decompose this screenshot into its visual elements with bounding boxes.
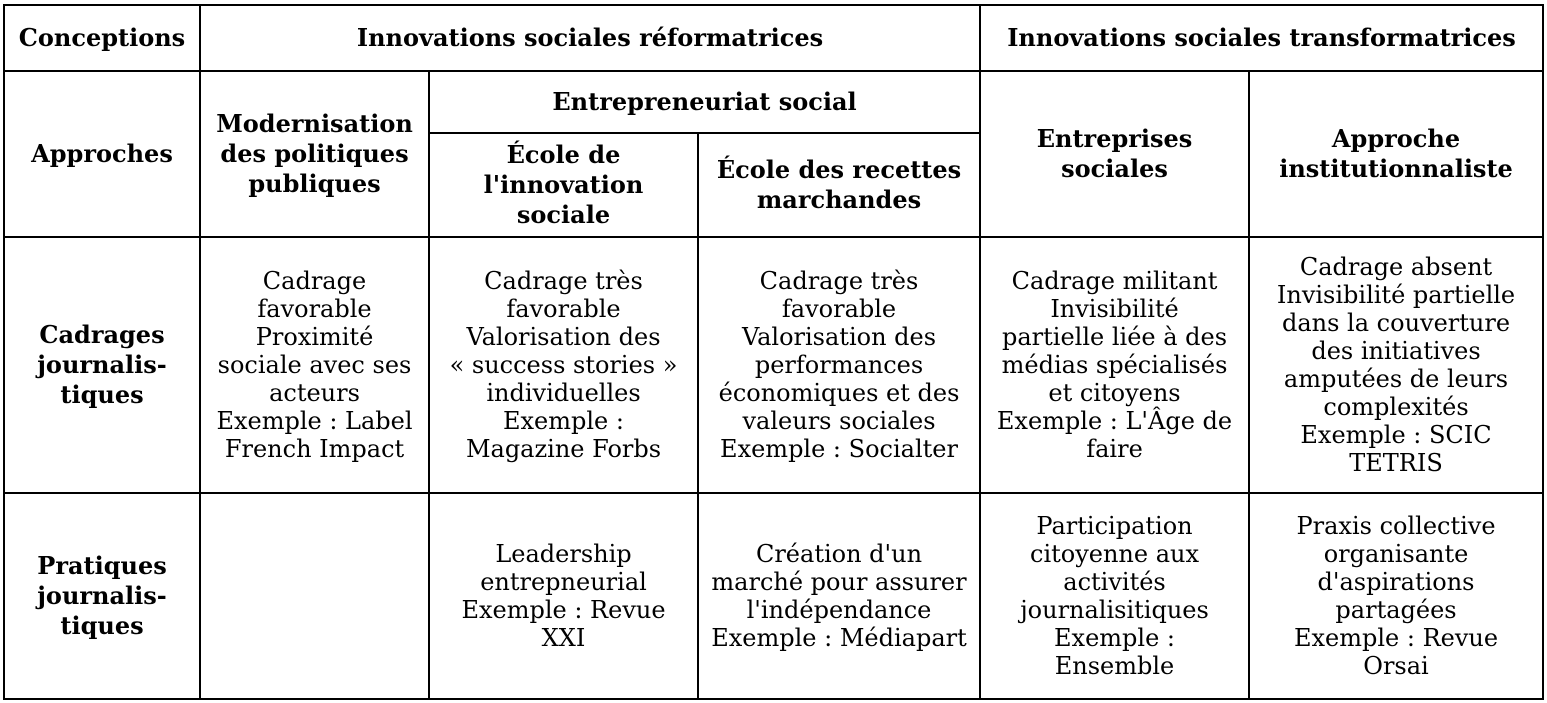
- cell-line: citoyenne aux: [1030, 540, 1200, 568]
- cell-line: partagées: [1335, 596, 1457, 624]
- cell-line: favorable: [506, 295, 621, 323]
- cell-cadrages-entreprises-sociales: [980, 237, 1249, 493]
- cell-line: Leadership: [495, 540, 632, 568]
- cell-line: d'aspirations: [1317, 568, 1475, 596]
- entrepreneuriat-social-label: Entrepreneuriat social: [552, 87, 857, 116]
- cell-line: Invisibilité partielle: [1276, 281, 1516, 309]
- cell-line: publiques: [248, 169, 381, 198]
- cell-line: Cadrages: [39, 320, 165, 349]
- cell-line: Exemple : Revue: [461, 596, 666, 624]
- cell-line: Approche: [1331, 124, 1461, 153]
- cell-pratiques-institutionnaliste: [1249, 493, 1543, 699]
- cell-line: sociale: [516, 200, 611, 229]
- row-label-cadrages: [4, 237, 200, 493]
- cell-line: sociales: [1061, 154, 1168, 183]
- conceptions-header: [4, 5, 200, 71]
- cell-line: Exemple : Label: [216, 407, 413, 435]
- cell-line: amputées de leurs: [1283, 365, 1509, 393]
- cell-line: Invisibilité: [1050, 295, 1179, 323]
- approches-header: [4, 71, 200, 237]
- cell-cadrages-institutionnaliste: [1249, 237, 1543, 493]
- cell-line: Praxis collective: [1296, 512, 1496, 540]
- cell-line: partielle liée à des: [1001, 323, 1228, 351]
- cell-line: l'innovation: [483, 170, 644, 199]
- cell-line: Pratiques: [37, 551, 167, 580]
- cell-line: Exemple : L'Âge de: [996, 407, 1233, 435]
- cell-line: acteurs: [269, 379, 360, 407]
- modernisation-header: [200, 71, 429, 237]
- cell-pratiques-entreprises-sociales: [980, 493, 1249, 699]
- cell-line: complexités: [1323, 393, 1469, 421]
- cell-line: Modernisation: [216, 109, 413, 138]
- cell-line: tiques: [60, 611, 144, 640]
- cell-line: TETRIS: [1349, 449, 1443, 477]
- ecole-recettes-header: [698, 133, 980, 237]
- cell-line: XXI: [541, 624, 586, 652]
- cell-line: journalisitiques: [1020, 596, 1209, 624]
- cell-line: Valorisation des: [741, 323, 937, 351]
- cell-line: Exemple : SCIC: [1300, 421, 1492, 449]
- cell-line: Cadrage militant: [1011, 267, 1218, 295]
- cell-line: Exemple :: [503, 407, 624, 435]
- cell-line: Cadrage: [262, 267, 367, 295]
- cell-line: Proximité: [255, 323, 374, 351]
- cell-line: journalis-: [37, 581, 167, 610]
- cell-line: favorable: [257, 295, 372, 323]
- cell-line: l'indépendance: [746, 596, 932, 624]
- cell-line: Exemple : Socialter: [720, 435, 958, 463]
- cell-line: économiques et des: [718, 379, 960, 407]
- cell-line: entrepneurial: [480, 568, 647, 596]
- cell-line: sociale avec ses: [217, 351, 412, 379]
- cell-line: Orsai: [1363, 652, 1429, 680]
- ecole-innovation-header: [429, 133, 698, 237]
- reformatrices-header: [200, 5, 980, 71]
- cell-line: French Impact: [224, 435, 405, 463]
- conceptions-label: Conceptions: [18, 23, 186, 52]
- cell-line: faire: [1086, 435, 1143, 463]
- cell-line: Cadrage absent: [1299, 253, 1493, 281]
- entreprises-sociales-header: [980, 71, 1249, 237]
- cell-line: activités: [1063, 568, 1166, 596]
- cell-cadrages-ecole-innovation: [429, 237, 698, 493]
- cell-line: des politiques: [220, 139, 409, 168]
- institutionnaliste-header: [1249, 71, 1543, 237]
- cell-line: « success stories »: [449, 351, 678, 379]
- cell-line: École des recettes: [716, 155, 962, 184]
- cell-cadrages-modernisation: [200, 237, 429, 493]
- cell-line: journalis-: [37, 350, 167, 379]
- row-label-pratiques: [4, 493, 200, 699]
- cell-line: médias spécialisés: [1001, 351, 1228, 379]
- reformatrices-label: Innovations sociales réformatrices: [356, 23, 824, 52]
- cell-line: organisante: [1323, 540, 1469, 568]
- cell-line: Exemple :: [1054, 624, 1175, 652]
- cell-line: Cadrage très: [759, 267, 919, 295]
- cell-line: individuelles: [486, 379, 641, 407]
- entrepreneuriat-social-header: [429, 71, 980, 133]
- cell-line: Participation: [1036, 512, 1193, 540]
- cell-line: favorable: [781, 295, 897, 323]
- comparison-table: [3, 4, 1544, 700]
- cell-line: Exemple : Revue: [1293, 624, 1499, 652]
- cell-line: Création d'un: [755, 540, 923, 568]
- cell-pratiques-ecole-innovation: [429, 493, 698, 699]
- cell-line: marchandes: [756, 185, 922, 214]
- cell-line: Ensemble: [1054, 652, 1175, 680]
- cell-line: Valorisation des: [466, 323, 661, 351]
- cell-line: École de: [506, 140, 621, 169]
- cell-line: Magazine Forbs: [465, 435, 662, 463]
- cell-line: Entreprises: [1036, 124, 1193, 153]
- cell-pratiques-modernisation: [200, 493, 429, 699]
- transformatrices-header: [980, 5, 1543, 71]
- cell-pratiques-ecole-recettes: [698, 493, 980, 699]
- cell-line: valeurs sociales: [742, 407, 936, 435]
- transformatrices-label: Innovations sociales transformatrices: [1007, 23, 1516, 52]
- approches-label: Approches: [31, 139, 173, 168]
- cell-line: Cadrage très: [484, 267, 643, 295]
- cell-line: performances: [754, 351, 924, 379]
- cell-line: institutionnaliste: [1279, 154, 1513, 183]
- cell-line: dans la couverture: [1281, 309, 1511, 337]
- cell-cadrages-ecole-recettes: [698, 237, 980, 493]
- cell-line: des initiatives: [1311, 337, 1481, 365]
- cell-line: marché pour assurer: [711, 568, 967, 596]
- cell-line: tiques: [60, 380, 144, 409]
- cell-line: et citoyens: [1048, 379, 1181, 407]
- cell-line: Exemple : Médiapart: [711, 624, 967, 652]
